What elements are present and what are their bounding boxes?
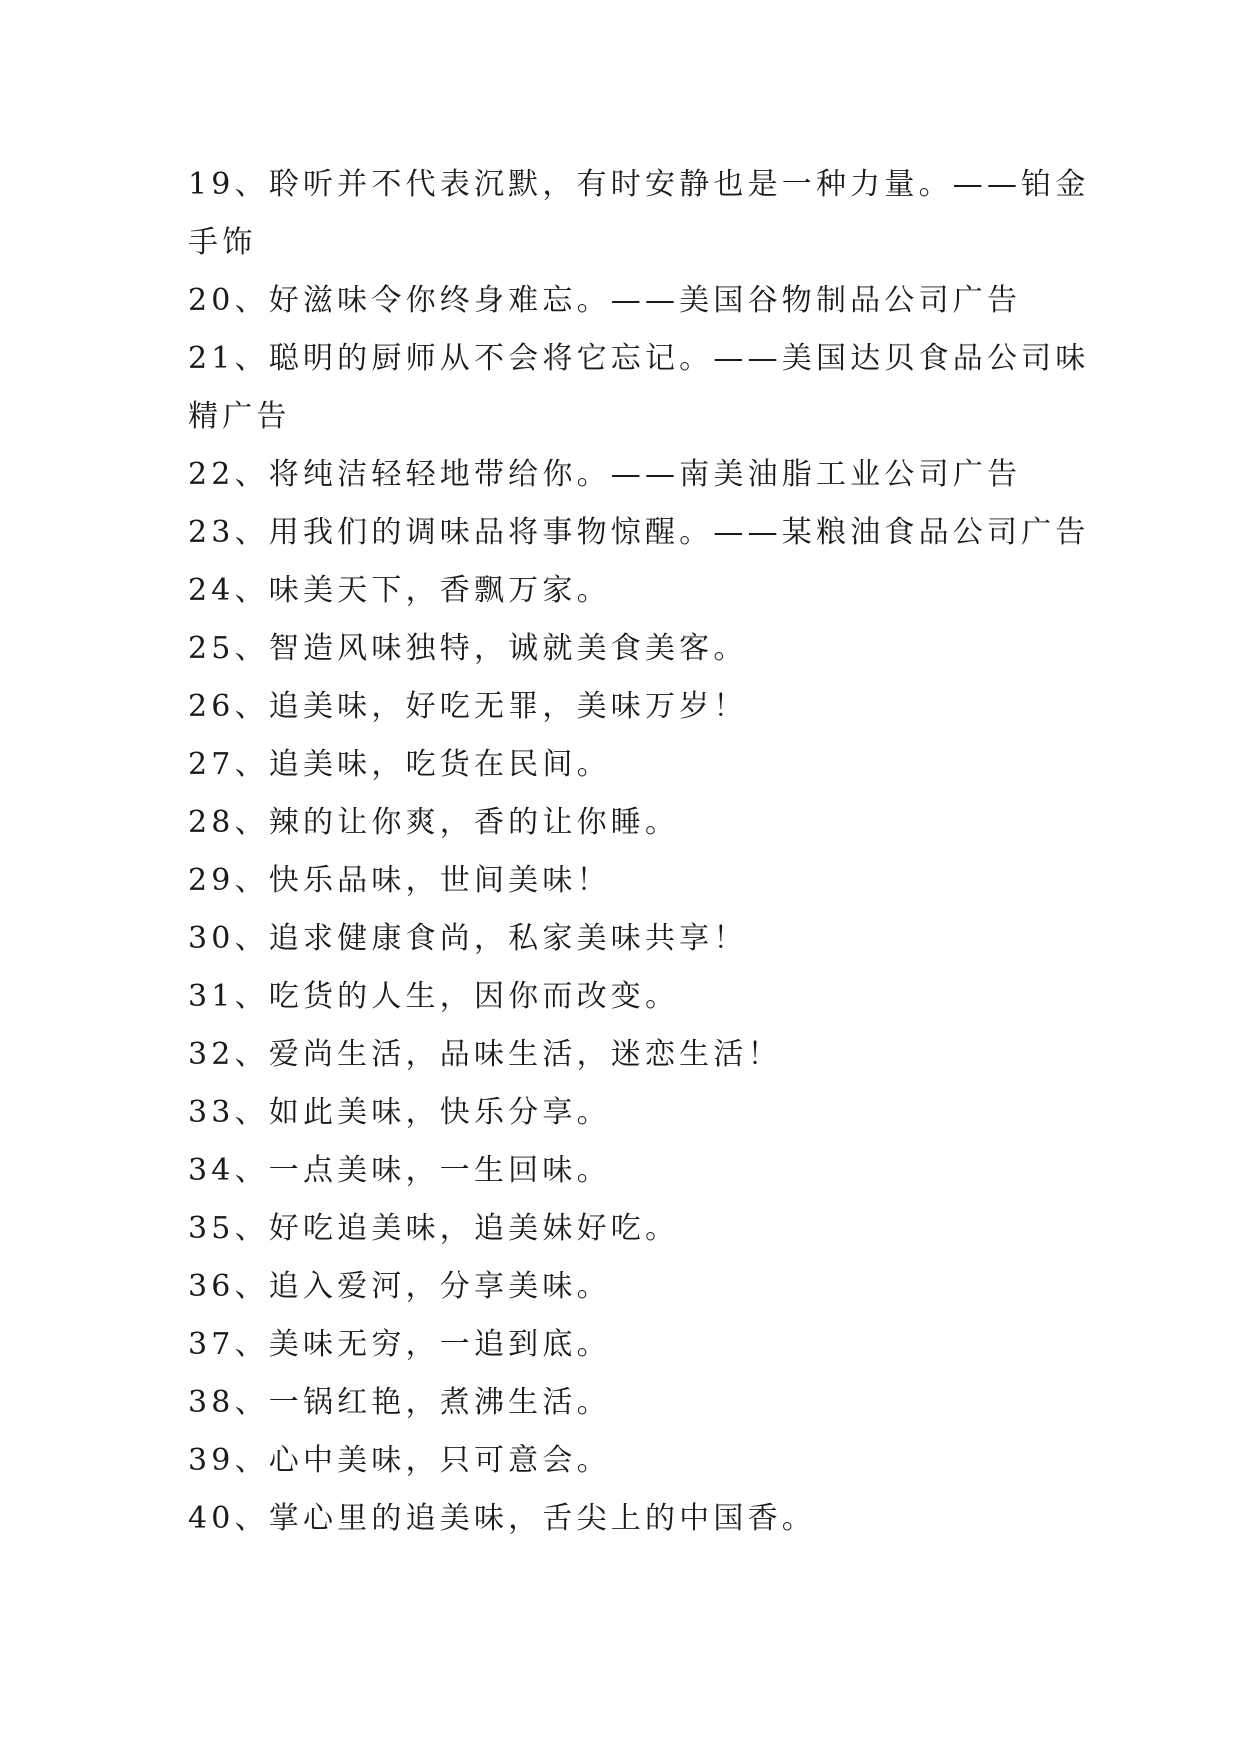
text-line: 38、一锅红艳，煮沸生活。 [188,1385,611,1420]
text-line: 29、快乐品味，世间美味！ [188,863,611,898]
text-line: 26、追美味，好吃无罪，美味万岁！ [188,689,748,724]
text-line: 40、掌心里的追美味，舌尖上的中国香。 [188,1501,816,1536]
text-line: 39、心中美味，只可意会。 [188,1443,611,1478]
text-line: 20、好滋味令你终身难忘。——美国谷物制品公司广告 [188,283,1022,318]
text-line: 22、将纯洁轻轻地带给你。——南美油脂工业公司广告 [188,457,1022,492]
text-line: 24、味美天下，香飘万家。 [188,573,611,608]
text-line: 21、聪明的厨师从不会将它忘记。——美国达贝食品公司味 [188,341,1090,376]
text-line: 37、美味无穷，一追到底。 [188,1327,611,1362]
text-line: 34、一点美味，一生回味。 [188,1153,611,1188]
text-line: 31、吃货的人生，因你而改变。 [188,979,680,1014]
text-line: 19、聆听并不代表沉默，有时安静也是一种力量。——铂金 [188,167,1090,202]
text-line: 精广告 [188,399,291,434]
text-line: 35、好吃追美味，追美妹好吃。 [188,1211,680,1246]
text-line: 28、辣的让你爽，香的让你睡。 [188,805,680,840]
text-line: 手饰 [188,225,257,260]
text-line: 36、追入爱河，分享美味。 [188,1269,611,1304]
text-line: 27、追美味，吃货在民间。 [188,747,611,782]
text-line: 25、智造风味独特，诚就美食美客。 [188,631,748,666]
text-line: 23、用我们的调味品将事物惊醒。——某粮油食品公司广告 [188,515,1090,550]
text-line: 30、追求健康食尚，私家美味共享！ [188,921,748,956]
text-line: 33、如此美味，快乐分享。 [188,1095,611,1130]
text-line: 32、爱尚生活，品味生活，迷恋生活！ [188,1037,782,1072]
document-body [188,156,1090,1548]
